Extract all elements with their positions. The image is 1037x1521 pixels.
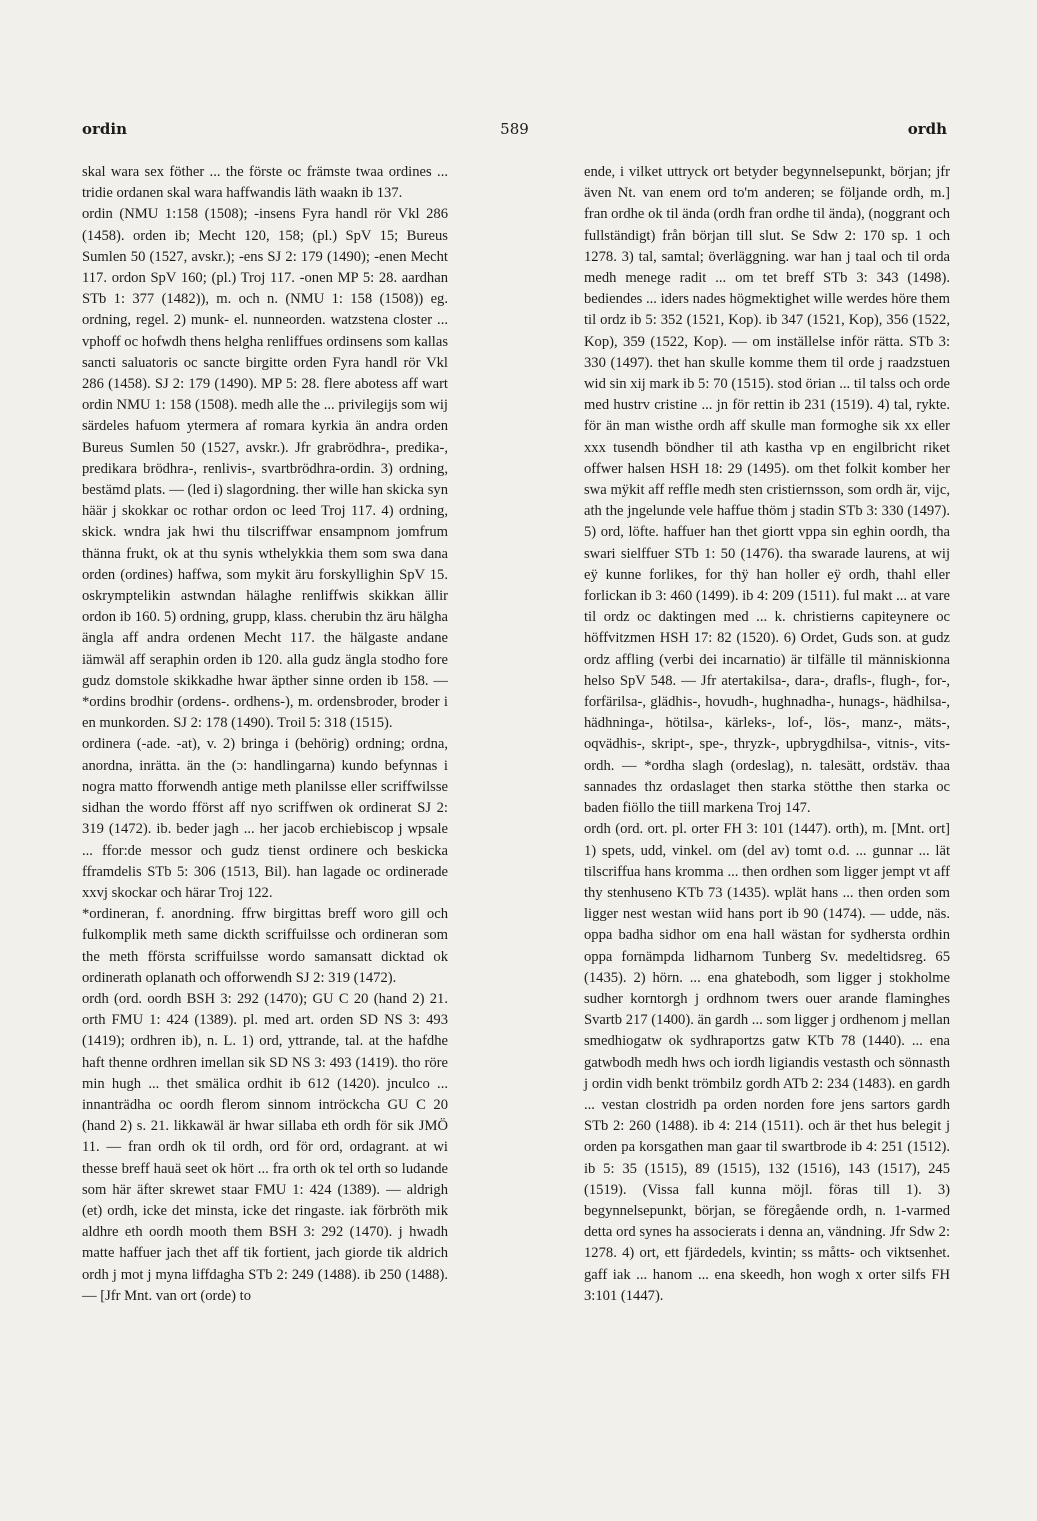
entry-ordineran: *ordineran, f. anordning. ffrw birgittas breff woro gill och fulkomplik meth same dickth scriffuilsse och ordineran som the meth fförsta scriffuilsse wordo samansatt dicktad ok ordinerath oplanath och offorwendh SJ 2: 319 (1472). xyxy=(82,906,448,986)
running-header xyxy=(82,120,947,140)
entry-ordh-m: ordh (ord. ort. pl. orter FH 3: 101 (1447). orth), m. [Mnt. ort] 1) spets, udd, vinkel. om (del av) tomt o.d. ... gunnar ... lät tilscriffua hans kromma ... then ordhen som ligger jempt vt aff thy stenhuseno KTb 73 (1435). wplät hans ... then orden som ligger nest westan wiid hans port ib 90 (1474). — udde, näs. oppa badha sidhor om ena hall wästan for sydhersta ordhin oppa fornämpda lidharnom Tunberg Sv. medeltidsreg. 65 (1435). 2) hörn. ... ena ghatebodh, som ligger j stokholme sudher korntorgh j ordhnom twers ouer arande flaminghes Svartb 217 (1400). än gardh ... som ligger j ordhenom j mellan smedhiogatw ok sydhraportzs gatw KTb 78 (1440). ... ena gatwbodh medh hws och iordh ligiandis vestasth och sönnasth j ordin vidh benkt trömbilz gordh ATb 2: 234 (1483). en gardh ... vestan clostridh pa orden norden fore jens sartors gardh STb 2: 260 (1488). ib 4: 214 (1511). och är thet hus belegit j orden pa korsgathen man gaar til swartbrode ib 4: 251 (1512). ib 5: 35 (1515), 89 (1515), 132 (1516), 143 (1517), 245 (1519). (Vissa fall kunna möjl. föras till 1). 3) begynnelsepunkt, början, se föregående ordh, n. 1-varmed detta ord synes ha associerats i denna an, vändning. Jfr Sdw 2: 1278. 4) ort, ett fjärdedels, kvintin; ss måtts- och viktsenhet. gaff iak ... hanom ... ena skeedh, hon wogh x orter silfs FH 3:101 (1447). xyxy=(584,821,950,1304)
entry-ordin: ordin (NMU 1:158 (1508); -insens Fyra handl rör Vkl 286 (1458). orden ib; Mecht 120, 158; (pl.) SpV 15; Bureus Sumlen 50 (1527, avskr.); -ens SJ 2: 179 (1490); -enen Mecht 117. ordon SpV 160; (pl.) Troj 117. -onen MP 5: 28. aardhan STb 1: 377 (1482)), m. och n. (NMU 1: 158 (1508)) eg. ordning, regel. 2) munk- el. nunneorden. watzstena closter ... vphoff oc hofwdh thens helgha renliffues ordinsens som kallas sancti saluatoris oc sancte birgitte orden Fyra handl rör Vkl 286 (1458). SJ 2: 179 (1490). MP 5: 28. flere abotess aff wart ordin NMU 1: 158 (1508). medh alle the ... privilegijs som wij särdeles hafuom ytermera af romara kyrkia än andra orden Bureus Sumlen 50 (1527, avskr.). Jfr grabrödhra-, predika-, predikara brödhra-, renlivis-, svartbrödhra-ordin. 3) ordning, bestämd plats. — (led i) slagordning. ther wille han skicka syn häär j skokkar oc rothar ordon oc leed Troj 117. 4) ordning, skick. wndra jak hwi thu tilscriffwar ensampnom jomfrum thänna frukt, ok at thu synis wthelykkia them som swa dana orden (ordines) haffwa, som mykit äru forskyllighin SpV 15. oskrymptelikin astwndan hälaghe renliffwis skikkan ällir ordon ib 160. 5) ordning, grupp, klass. cherubin thz äru hälgha ängla aff andra ordenen Mecht 117. the hälgaste andane iämwäl aff seraphin orden ib 120. alla gudz ängla stodho fore gudz domstole skikkadhe hwar äpther sinne orden ib 158. — *ordins brodhir (ordens-. ordhens-), m. ordensbroder, broder i en munkorden. SJ 2: 178 (1490). Troil 5: 318 (1515). xyxy=(82,206,448,732)
page-number: 589 xyxy=(500,120,529,138)
entry-paragraph: ende, i vilket uttryck ort betyder begynnelsepunkt, början; jfr även Nt. van enem ord to'm anderen; se följande ordh, m.] fran ordhe ok til ända (ordh fran ordhe til ända), (noggrant och fullständigt) från början till slut. Se Sdw 2: 170 sp. 1 och 1278. 3) tal, samtal; överläggning. war han j taal och til orda medh menege radit ... om tet breff STb 3: 343 (1498). bediendes ... iders nades högmektighet wille werdes höre them til ordz ib 5: 352 (1521, Kop). ib 347 (1521, Kop), 356 (1522, Kop), 359 (1522, Kop). — om inställelse inför rätta. STb 3: 330 (1497). thet han skulle komme them til orde j raadzstuen wid sin xij mark ib 5: 70 (1515). stod örian ... til talss och orde med hustrv cristine ... jn för rettin ib 231 (1519). 4) tal, rykte. för än man wisthe ordh aff skulle man formoghe sik xx eller xxx tusendh böndher til ath kastha vp en engilbricht riket offwer halsen HSH 18: 29 (1495). om thet folkit komber her swa mÿkit aff reffle medh sten cristiernsson, som ordh är, vijc, ath the jngelunde vele haffue thöm j stadin STb 3: 330 (1497). 5) ord, löfte. haffuer han thet giortt vppa sin eghin oordh, tha swari sielffuer STb 1: 50 (1476). tha swarade laurens, at wij eÿ kunne forlikes, for thÿ han holler eÿ ordh, thahl eller forlickan ib 3: 460 (1499). ib 4: 209 (1511). ful makt ... at vare til ordz oc daktingen med ... k. christierns capiteynere oc höffvitzmen HSH 17: 82 (1520). 6) Ordet, Guds son. at gudz ordz affling (verbi dei incarnatio) är tilfälle til människionna helso SpV 548. — Jfr atertakilsa-, dara-, drafls-, flugh-, for-, forfärilsa-, glädhis-, hovudh-, hughnadha-, hunags-, hädhilsa-, hädhninga-, hötilsa-, kärleks-, lof-, lös-, manz-, mäts-, oqvädhis-, skript-, spe-, thryzk-, upbrygdhilsa-, vitnis-, vits-ordh. — *ordha slagh (ordeslag), n. talesätt, ordstäv. thaa sannades thz ordaslaget then starka stötthe then starka oc baden fiöllo the tiill markena Troj 147. xyxy=(584,164,950,817)
entry-paragraph: skal wara sex föther ... the förste oc främste twaa ordines ... tridie ordanen skal wara haffwandis läth waakn ib 137. xyxy=(82,164,448,202)
right-column xyxy=(584,162,950,1307)
header-right-word: ordh xyxy=(907,120,947,138)
header-left-word: ordin xyxy=(82,120,127,138)
entry-ordh-n: ordh (ord. oordh BSH 3: 292 (1470); GU C 20 (hand 2) 21. orth FMU 1: 424 (1389). pl. med art. orden SD NS 3: 493 (1419); ordhren ib), n. L. 1) ord, yttrande, tal. at the hafdhe haft thenne ordhren imellan sik SD NS 3: 493 (1419). tho röre min hugh ... thet smälica ordhit ib 612 (1420). jnculco ... innanträdha oc oordh flerom sinnom intröckcha GU C 20 (hand 2) s. 21. likkawäl är hwar sillaba eth ordh för sik JMÖ 11. — fran ordh ok til ordh, ord för ord, ordagrant. at wi thesse breff hauä seet ok hört ... fra orth ok tel orth so ludande som här äfter skrewet staar FMU 1: 424 (1389). — aldrigh (et) ordh, icke det minsta, icke det ringaste. iak förbröth mik aldhre eth oordh mooth them BSH 3: 292 (1470). j hwadh matte haffuer jach thet aff tik fortient, jach giorde tik aldrich ordh j mot j myna liffdagha STb 2: 249 (1488). ib 250 (1488). — [Jfr Mnt. van ort (orde) to xyxy=(82,990,448,1304)
left-column xyxy=(82,162,448,1307)
entry-ordinera: ordinera (-ade. -at), v. 2) bringa i (behörig) ordning; ordna, anordna, inrätta. än the (ɔ: handlingarna) kundo befynnas i nogra matto fforwendh antige meth planilsse eller scriffwilsse sidhan the wordo fförst aff nyo scriffwen ok ordinerat SJ 2: 319 (1472). ib. beder jagh ... her jacob erchiebiscop j wpsale ... ffor:de messor och gudz tienst ordinere och beskicka fframdelis STb 5: 306 (1513, Bil). han lagade oc ordinerade xxvj skockar och härar Troj 122. xyxy=(82,736,448,901)
